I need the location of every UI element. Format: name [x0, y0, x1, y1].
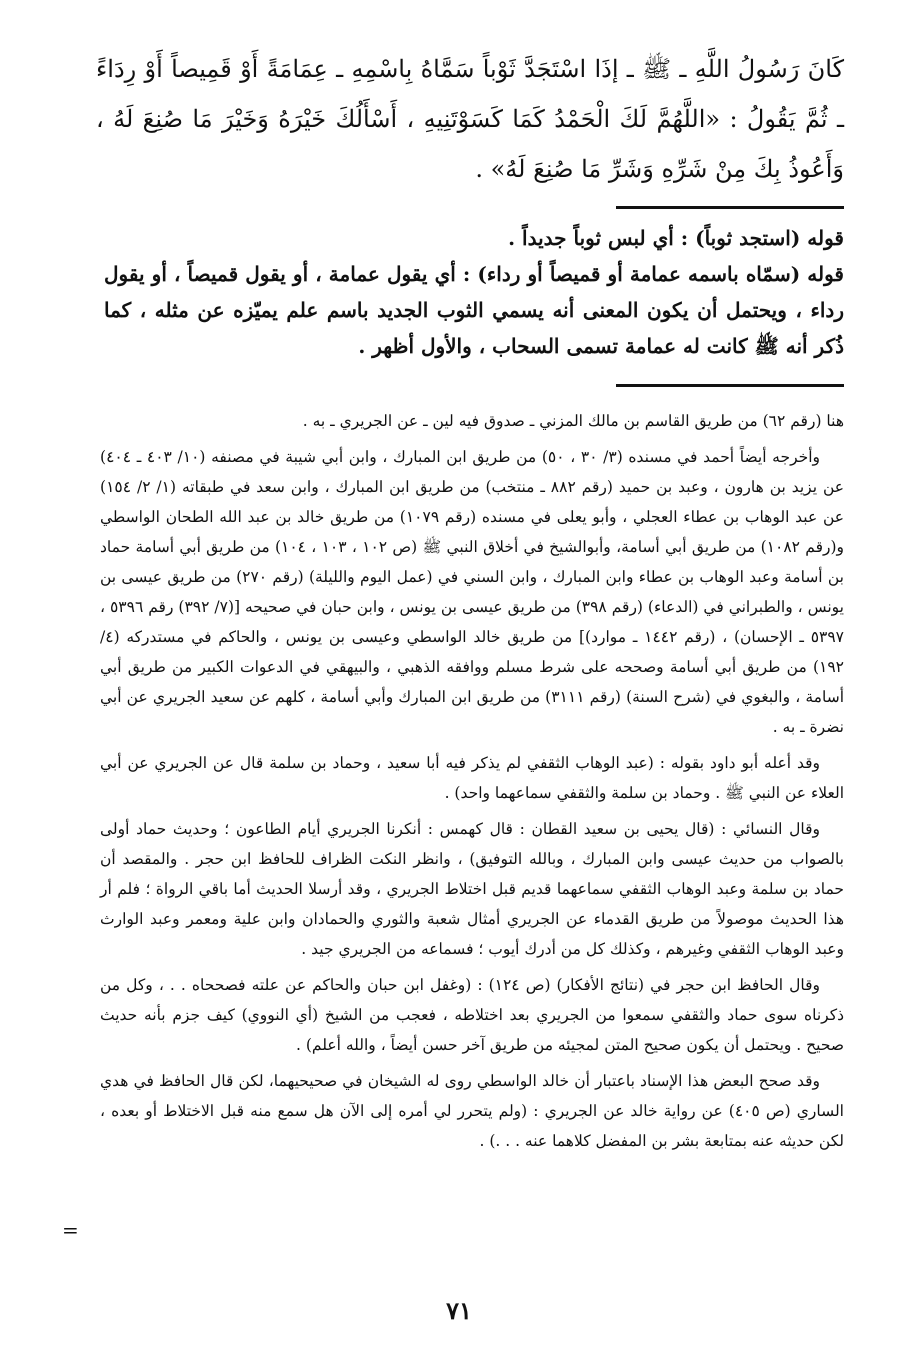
footnote-paragraph: وأخرجه أيضاً أحمد في مسنده (٣/ ٣٠ ، ٥٠) من طريق ابن المبارك ، وابن أبي شيبة في مصنفه (١٠/ ٤٠٣ ـ ٤٠٤) عن يزيد بن هارون ، وعبد بن حميد (رقم ٨٨٢ ـ منتخب) من طريق ابن المبارك ، وابن سعد في طبقاته (١/ ٢/ ١٥٤) عن عبد الوهاب بن عطاء العجلي ، وأبو يعلى في مسنده (رقم ١٠٧٩) من طريق خالد بن عبد الله الطحان الواسطي و(رقم ١٠٨٢) من طريق أبي أسامة، وأبوالشيخ في أخلاق النبي ﷺ (ص ١٠٢ ، ١٠٣ ، ١٠٤) من طريق أبي أسامة حماد بن أسامة وعبد الوهاب بن عطاء وابن المبارك ، وابن السني في (عمل اليوم والليلة) (رقم ٢٧٠) من طريق عيسى بن يونس ، والطبراني في (الدعاء) (رقم ٣٩٨) من طريق عيسى بن يونس ، وابن حبان في صحيحه [(٧/ ٣٩٢) رقم ٥٣٩٦ ، ٥٣٩٧ ـ الإحسان) ، (رقم ١٤٤٢ ـ موارد)] من طريق خالد الواسطي وعيسى بن يونس ، والحاكم في مستدركه (٤/ ١٩٢) من طريق أبي أسامة وصححه على شرط مسلم ووافقه الذهبي ، والبيهقي في الدعوات الكبير من طريق أبي أسامة ، والبغوي في (شرح السنة) (رقم ٣١١١) من طريق ابن المبارك وأبي أسامة ، كلهم عن سعيد الجريري عن أبي نضرة ـ به . [100, 448, 845, 736]
footnote-paragraph: هنا (رقم ٦٢) من طريق القاسم بن مالك المزني ـ صدوق فيه لين ـ عن الجريري ـ به . [302, 412, 844, 430]
footnotes-block [100, 406, 844, 1162]
commentary-line-1: قوله (استجد ثوباً) : أي لبس ثوباً جديداً . [508, 226, 844, 250]
footnote-paragraph: وقد صحح البعض هذا الإسناد باعتبار أن خالد الواسطي روى له الشيخان في صحيحيهما، لكن قال الحافظ في هدي الساري (ص ٤٠٥) عن رواية خالد عن الجريري : (ولم يتحرر لي أمره إلى الآن هل سمع منه قبل الاختلاط أو بعده ، لكن حديثه عنه بمتابعة بشر بن المفضل كلاهما عنه . . .) . [100, 1072, 844, 1150]
footnote-paragraph: وقد أعله أبو داود بقوله : (عبد الوهاب الثقفي لم يذكر فيه أبا سعيد ، وحماد بن سلمة قال عن الجريري عن أبي العلاء عن النبي ﷺ . وحماد بن سلمة والثقفي سماعهما واحد) . [100, 754, 844, 802]
footnote-paragraph: وقال الحافظ ابن حجر في (نتائج الأفكار) (ص ١٢٤) : (وغفل ابن حبان والحاكم عن علته فصححاه . . ، وكل من ذكرناه سوى حماد والثقفي سمعوا من الجريري بعد اختلاطه ، فعجب من الشيخ (أي النووي) كيف جزم بأنه حديث صحيح . ويحتمل أن يكون صحيح المتن لمجيئه من طريق آخر حسن أيضاً ، والله أعلم) . [100, 976, 844, 1054]
footnote-paragraph: وقال النسائي : (قال يحيى بن سعيد القطان : قال كهمس : أنكرنا الجريري أيام الطاعون ؛ وحديث حماد أولى بالصواب من حديث عيسى وابن المبارك ، وبالله التوفيق) ، وانظر النكت الظراف للحافظ ابن حجر . والمقصد أن حماد بن سلمة وعبد الوهاب الثقفي سماعهما قديم قبل اختلاط الجريري ، وقد أرسلا الحديث أما باقي الرواة ؛ فلم أر هذا الحديث موصولاً من طريق القدماء عن الجريري أمثال شعبة والثوري والحمادان وابن علية ومعمر وعبد الوارث وعبد الوهاب الثقفي وغيرهم ، وكذلك كل من أدرك أيوب ؛ فسماعه من الجريري جيد . [100, 820, 844, 958]
hadith-separator-rule [616, 206, 844, 209]
hadith-text: كَانَ رَسُولُ اللَّهِ ـ ﷺ ـ إذَا اسْتَجَدَّ ثَوْباً سَمَّاهُ بِاسْمِهِ ـ عِمَامَةً أَوْ قَمِيصاً أَوْ رِدَاءً ـ ثُمَّ يَقُولُ : «اللَّهُمَّ لَكَ الْحَمْدُ كَمَا كَسَوْتَنِيهِ ، أَسْأَلُكَ خَيْرَهُ وَخَيْرَ مَا صُنِعَ لَهُ ، وَأَعُوذُ بِكَ مِنْ شَرِّهِ وَشَرِّ مَا صُنِعَ لَهُ» . [96, 55, 844, 183]
commentary-block [104, 220, 844, 364]
hadith-text-block [96, 44, 844, 194]
continuation-mark: = [62, 1218, 79, 1242]
footnote-separator-rule [616, 384, 844, 387]
commentary-line-2: قوله (سمّاه باسمه عمامة أو قميصاً أو رداء) : أي يقول عمامة ، أو يقول قميصاً ، أو يقول رداء ، ويحتمل أن يكون المعنى أنه يسمي الثوب الجديد باسم علم يميّزه عن مثله ، كما ذُكر أنه ﷺ كانت له عمامة تسمى السحاب ، والأول أظهر . [104, 262, 844, 358]
page-number: ٧١ [446, 1296, 472, 1325]
